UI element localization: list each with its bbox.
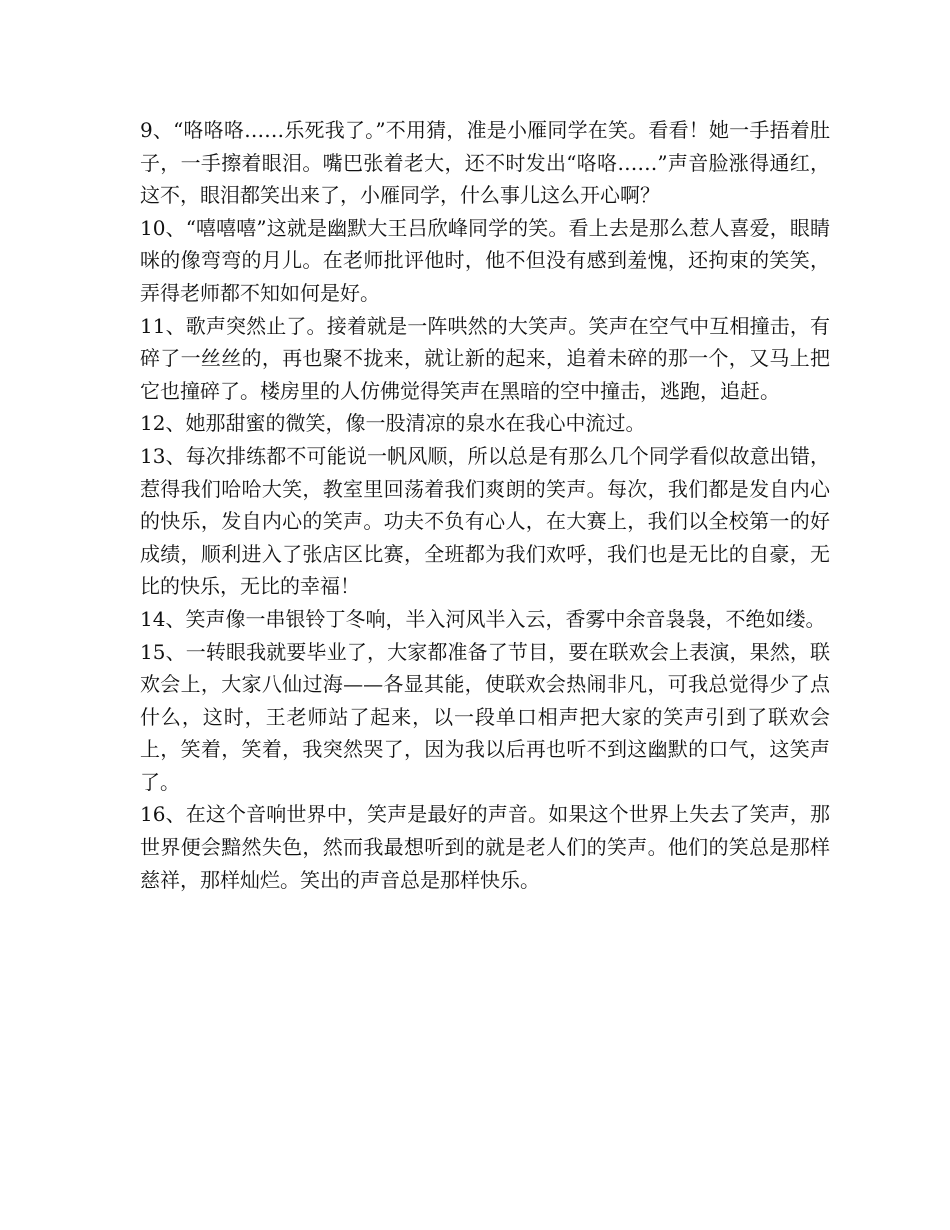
paragraph-13: 13、每次排练都不可能说一帆风顺，所以总是有那么几个同学看似故意出错，惹得我们哈哈大笑，教室里回荡着我们爽朗的笑声。每次，我们都是发自内心的快乐，发自内心的笑声。功夫不负有心人，在大赛上，我们以全校第一的好成绩，顺利进入了张店区比赛，全班都为我们欢呼，我们也是无比的自豪，无比的快乐，无比的幸福！: [140, 443, 830, 599]
document-page: [140, 114, 830, 896]
paragraph-10: 10、“嘻嘻嘻”这就是幽默大王吕欣峰同学的笑。看上去是那么惹人喜爱，眼睛咪的像弯弯的月儿。在老师批评他时，他不但没有感到羞愧，还拘束的笑笑，弄得老师都不知如何是好。: [140, 215, 830, 305]
paragraph-14: 14、笑声像一串银铃丁冬响，半入河风半入云，香雾中余音袅袅，不绝如缕。: [140, 606, 826, 631]
paragraph-15: 15、一转眼我就要毕业了，大家都准备了节目，要在联欢会上表演，果然，联欢会上，大家八仙过海——各显其能，使联欢会热闹非凡，可我总觉得少了点什么，这时，王老师站了起来，以一段单口相声把大家的笑声引到了联欢会上，笑着，笑着，我突然哭了，因为我以后再也听不到这幽默的口气，这笑声了。: [140, 639, 830, 794]
paragraph-9: 9、“咯咯咯……乐死我了。”不用猜，准是小雁同学在笑。看看！她一手捂着肚子，一手擦着眼泪。嘴巴张着老大，还不时发出“咯咯……”声音脸涨得通红，这不，眼泪都笑出来了，小雁同学，什么事儿这么开心啊？: [140, 118, 830, 208]
paragraph-16: 16、在这个音响世界中，笑声是最好的声音。如果这个世界上失去了笑声，那世界便会黯然失色，然而我最想听到的就是老人们的笑声。他们的笑总是那样慈祥，那样灿烂。笑出的声音总是那样快乐。: [140, 802, 830, 892]
paragraph-11: 11、歌声突然止了。接着就是一阵哄然的大笑声。笑声在空气中互相撞击，有碎了一丝丝的，再也聚不拢来，就让新的起来，追着未碎的那一个，又马上把它也撞碎了。楼房里的人仿佛觉得笑声在黑暗的空中撞击，逃跑，追赶。: [140, 313, 830, 403]
paragraph-12: 12、她那甜蜜的微笑，像一股清凉的泉水在我心中流过。: [140, 411, 646, 436]
